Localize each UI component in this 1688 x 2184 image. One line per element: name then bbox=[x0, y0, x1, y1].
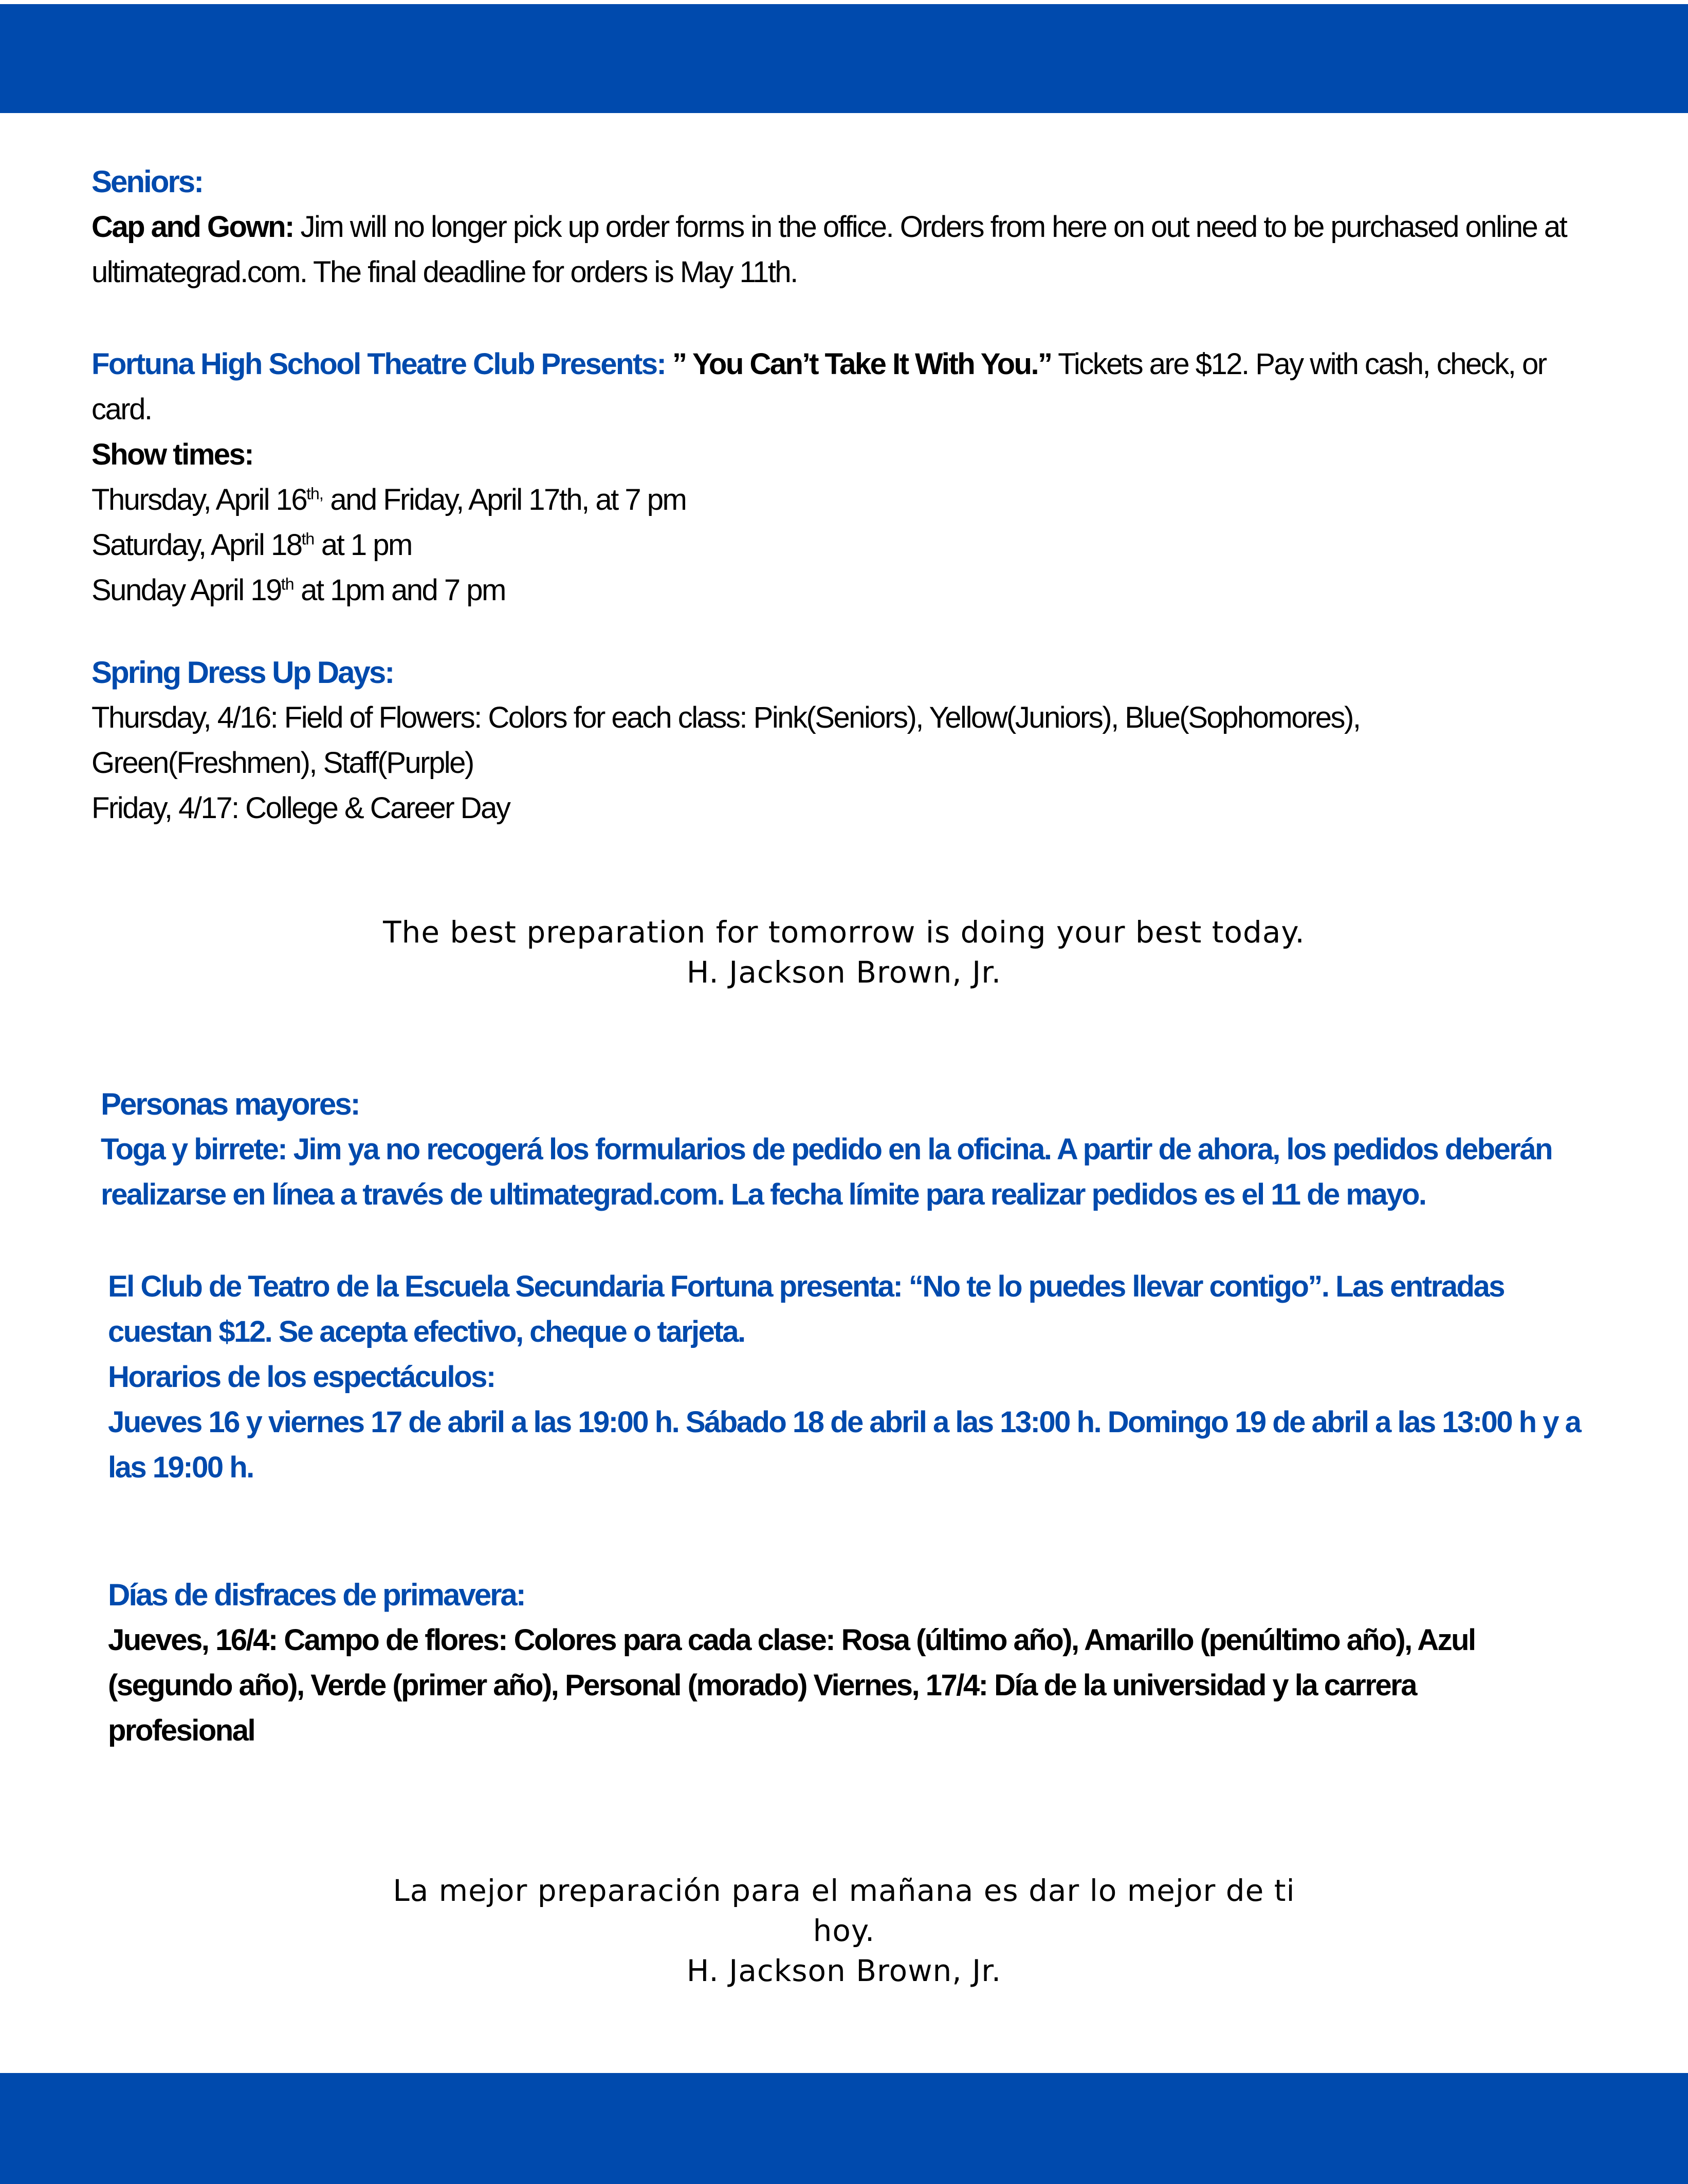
cap-gown-paragraph bbox=[91, 205, 1608, 295]
theatre-paragraph bbox=[91, 342, 1608, 432]
cap-gown-label: Cap and Gown: bbox=[91, 210, 293, 244]
show-time-date: Sunday April 19 bbox=[91, 573, 281, 607]
show-time-detail: and Friday, April 17th, at 7 pm bbox=[323, 483, 686, 516]
show-time-detail: at 1pm and 7 pm bbox=[293, 573, 505, 607]
show-time-row bbox=[91, 477, 1608, 523]
show-time-row bbox=[91, 523, 1608, 568]
show-time-row bbox=[91, 568, 1608, 613]
quote-text: The best preparation for tomorrow is doing your best today. bbox=[383, 915, 1305, 950]
header-band bbox=[0, 4, 1688, 113]
show-time-date: Thursday, April 16 bbox=[91, 483, 307, 516]
show-times-label-es: Horarios de los espectáculos: bbox=[108, 1360, 495, 1394]
ordinal-suffix: th bbox=[301, 529, 315, 548]
seniors-heading: Seniors: bbox=[91, 164, 203, 199]
quote-text-line: La mejor preparación para el mañana es dar lo mejor de ti bbox=[393, 1873, 1295, 1908]
play-title: ” You Can’t Take It With You.” bbox=[665, 347, 1052, 381]
seniors-heading-es: Personas mayores: bbox=[101, 1087, 359, 1121]
theatre-presenter: Fortuna High School Theatre Club Presents: bbox=[91, 347, 666, 381]
dress-up-line: Friday, 4/17: College & Career Day bbox=[91, 791, 510, 825]
show-times-es: Jueves 16 y viernes 17 de abril a las 19:00 h. Sábado 18 de abril a las 13:00 h. Domingo 19 de abril a las 13:00 h y a las 19:00 h. bbox=[108, 1405, 1581, 1484]
show-time-detail: at 1 pm bbox=[314, 528, 412, 562]
dress-up-heading: Spring Dress Up Days: bbox=[91, 655, 394, 690]
show-time-date: Saturday, April 18 bbox=[91, 528, 302, 562]
dress-up-line: Thursday, 4/16: Field of Flowers: Colors for each class: Pink(Seniors), Yellow(Juniors), Blue(Sophomores), Green(Freshmen), Staff(Purple) bbox=[91, 701, 1360, 780]
theatre-section bbox=[91, 342, 1608, 613]
quote-author: H. Jackson Brown, Jr. bbox=[686, 955, 1002, 990]
quote-text-line: hoy. bbox=[813, 1913, 875, 1948]
dress-up-heading-es: Días de disfraces de primavera: bbox=[108, 1578, 525, 1612]
ticket-info: Tickets are $12. Pay with cash, check, or card. bbox=[91, 347, 1546, 426]
theatre-paragraph-es: El Club de Teatro de la Escuela Secundaria Fortuna presenta: “No te lo puedes llevar contigo”. Las entradas cuestan $12. Se acepta efectivo, cheque o tarjeta. bbox=[108, 1270, 1504, 1348]
cap-gown-paragraph-es: Toga y birrete: Jim ya no recogerá los formularios de pedido en la oficina. A partir de ahora, los pedidos deberán realizarse en línea a través de ultimategrad.com. La fecha límite para realizar pedidos es el 11 de mayo. bbox=[101, 1133, 1552, 1211]
seniors-section bbox=[91, 159, 1608, 295]
dress-up-text-es: Jueves, 16/4: Campo de flores: Colores para cada clase: Rosa (último año), Amarillo (penúltimo año), Azul (segundo año), Verde (primer año), Personal (morado) Viernes, 17/4: Día de la universidad y la carrera profesional bbox=[108, 1623, 1475, 1747]
quote-en bbox=[0, 912, 1688, 992]
footer-band bbox=[0, 2073, 1688, 2184]
show-times-label: Show times: bbox=[91, 438, 253, 471]
theatre-section-es bbox=[108, 1264, 1624, 1490]
quote-es bbox=[0, 1871, 1688, 1991]
quote-author: H. Jackson Brown, Jr. bbox=[686, 1953, 1002, 1988]
cap-gown-text: Jim will no longer pick up order forms in the office. Orders from here on out need to be purchased online at ultimategrad.com. The final deadline for orders is May 11th. bbox=[91, 210, 1567, 289]
ordinal-suffix: th bbox=[281, 575, 294, 594]
dress-up-section bbox=[91, 650, 1608, 831]
ordinal-suffix: th, bbox=[306, 484, 323, 503]
seniors-section-es bbox=[101, 1082, 1617, 1217]
dress-up-section-es bbox=[108, 1572, 1624, 1753]
